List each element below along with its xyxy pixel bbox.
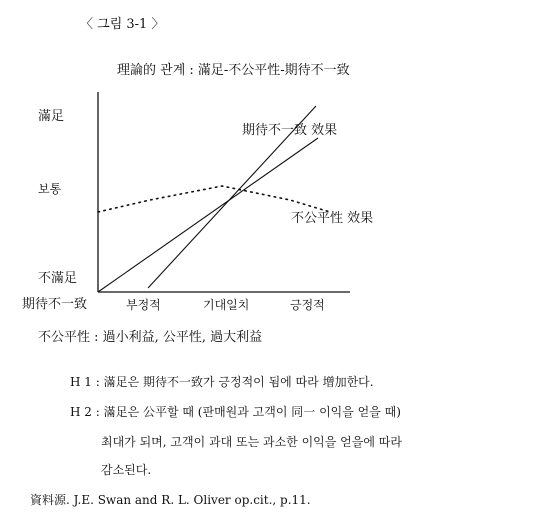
hypothesis-2-line-3: 감소된다. [101,463,152,477]
hypothesis-2-line-1: H 2 : 滿足은 公平할 때 (판매원과 고객이 同一 이익을 얻을 때) [70,405,401,419]
x-tick-negative: 부정적 [126,298,161,312]
y-label-neutral: 보통 [38,182,62,196]
series-label-expectation: 期待不一致 效果 [242,123,338,138]
hypothesis-1: H 1 : 滿足은 期待不一致가 긍정적이 됨에 따라 增加한다. [70,375,374,389]
hypothesis-2-line-2: 최대가 되며, 고객이 과대 또는 과소한 이익을 얻을에 따라 [101,435,402,449]
expectation-line-1 [98,138,318,292]
x-tick-positive: 긍정적 [290,298,325,312]
y-label-dissatisfied: 不滿足 [38,271,78,286]
figure-title: 理論的 관계 : 滿足-不公平性-期待不一致 [117,63,350,78]
figure-label: 〈 그림 3-1 〉 [80,17,165,32]
x-tick-confirmation: 기대일치 [203,298,250,312]
x-axis-title: 期待不一致 [22,297,88,312]
y-label-satisfied: 滿足 [38,109,65,124]
inequity-definition: 不公平性 : 過小利益, 公平性, 過大利益 [38,330,263,345]
inequity-curve [98,186,330,212]
source-citation: 資料源. J.E. Swan and R. L. Oliver op.cit., p.11. [30,493,311,507]
series-label-inequity: 不公平性 效果 [291,211,374,226]
